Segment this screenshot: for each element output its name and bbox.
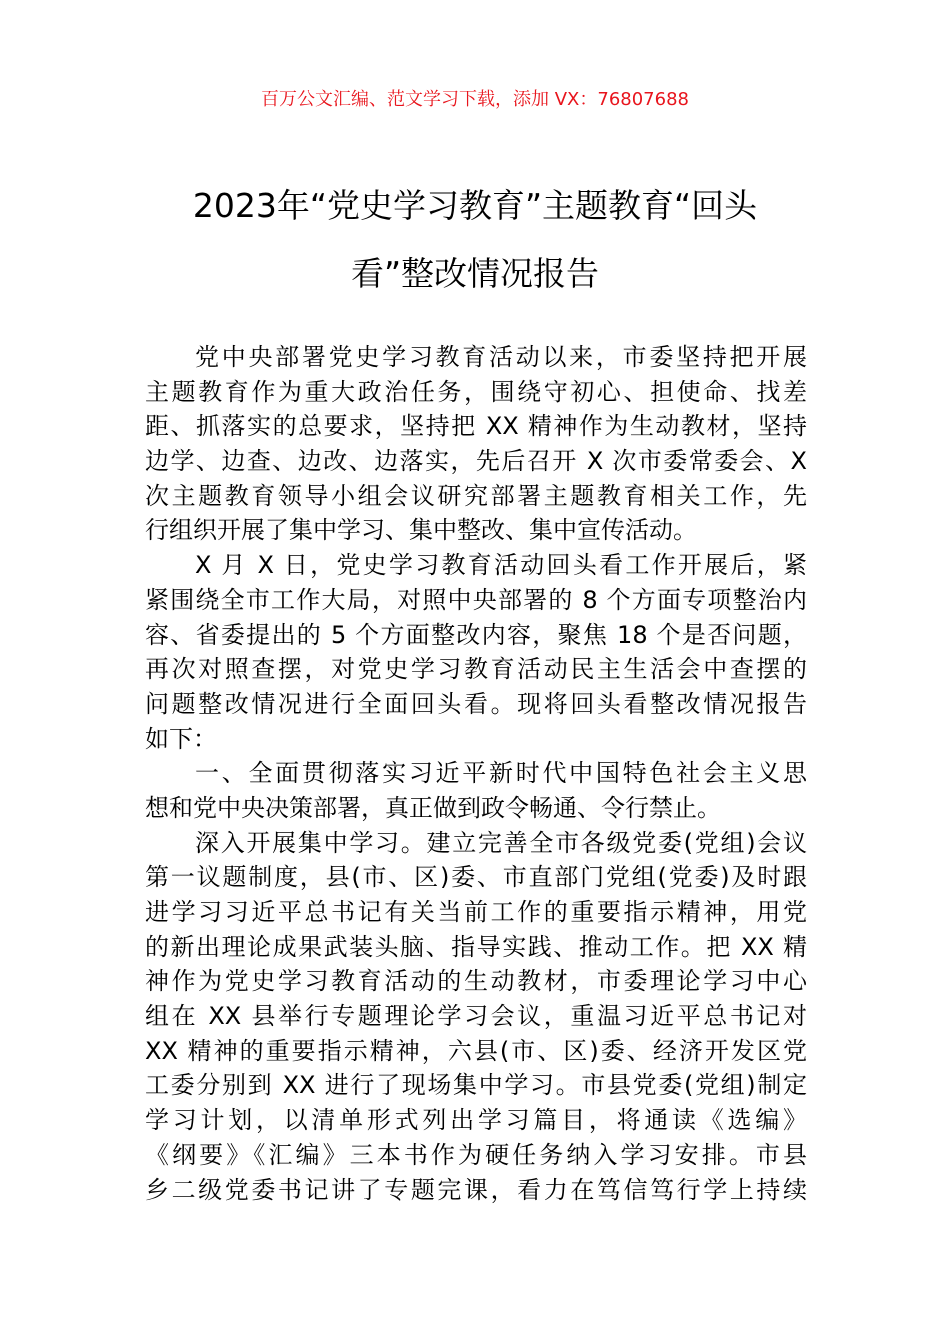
body-text-line: 如下： bbox=[145, 724, 217, 753]
body-text-line: 组在 XX 县举行专题理论学习会议，重温习近平总书记对 bbox=[145, 1002, 807, 1031]
document-title-line-2: 看”整改情况报告 bbox=[350, 254, 600, 293]
body-text-line: 的新出理论成果武装头脑、指导实践、推动工作。把 XX 精 bbox=[145, 932, 807, 961]
body-text-line: 次主题教育领导小组会议研究部署主题教育相关工作，先 bbox=[145, 481, 807, 510]
body-text-line: 主题教育作为重大政治任务，围绕守初心、担使命、找差 bbox=[145, 377, 807, 406]
body-text-line: 距、抓落实的总要求，坚持把 XX 精神作为生动教材，坚持 bbox=[145, 412, 807, 441]
body-text-line: 乡二级党委书记讲了专题完课，看力在笃信笃行学上持续 bbox=[145, 1175, 807, 1204]
body-text-line: 紧围绕全市工作大局，对照中央部署的 8 个方面专项整治内 bbox=[145, 585, 807, 614]
body-text-line: 第一议题制度，县(市、区)委、市直部门党组(党委)及时跟 bbox=[145, 863, 807, 892]
body-text-line: 问题整改情况进行全面回头看。现将回头看整改情况报告 bbox=[145, 689, 807, 718]
document-body bbox=[145, 340, 807, 1207]
body-text-line: 党中央部署党史学习教育活动以来，市委坚持把开展 bbox=[195, 343, 807, 371]
body-text-line: X 月 X 日，党史学习教育活动回头看工作开展后，紧 bbox=[195, 551, 807, 580]
body-text-line: 一、全面贯彻落实习近平新时代中国特色社会主义思 bbox=[195, 759, 807, 788]
body-text-line: 边学、边查、边改、边落实，先后召开 X 次市委常委会、X bbox=[145, 447, 807, 476]
body-text-line: 学习计划，以清单形式列出学习篇目，将通读《选编》 bbox=[145, 1106, 807, 1135]
watermark-header: 百万公文汇编、范文学习下载，添加 VX：76807688 bbox=[261, 89, 689, 110]
body-text-line: 工委分别到 XX 进行了现场集中学习。市县党委(党组)制定 bbox=[145, 1071, 807, 1100]
body-text-line: XX 精神的重要指示精神，六县(市、区)委、经济开发区党 bbox=[145, 1036, 807, 1065]
body-text-line: 容、省委提出的 5 个方面整改内容，聚焦 18 个是否问题， bbox=[145, 620, 807, 649]
body-text-line: 深入开展集中学习。建立完善全市各级党委(党组)会议 bbox=[195, 828, 807, 857]
body-text-line: 神作为党史学习教育活动的生动教材，市委理论学习中心 bbox=[145, 967, 807, 996]
body-text-line: 想和党中央决策部署，真正做到政令畅通、令行禁止。 bbox=[145, 793, 721, 822]
body-text-line: 行组织开展了集中学习、集中整改、集中宣传活动。 bbox=[145, 516, 697, 545]
body-text-line: 再次对照查摆，对党史学习教育活动民主生活会中查摆的 bbox=[145, 655, 807, 684]
body-text-line: 《纲要》《汇编》三本书作为硬任务纳入学习安排。市县 bbox=[145, 1140, 807, 1169]
document-title-line-1: 2023年“党史学习教育”主题教育“回头 bbox=[192, 186, 758, 225]
body-text-line: 进学习习近平总书记有关当前工作的重要指示精神，用党 bbox=[145, 898, 807, 926]
